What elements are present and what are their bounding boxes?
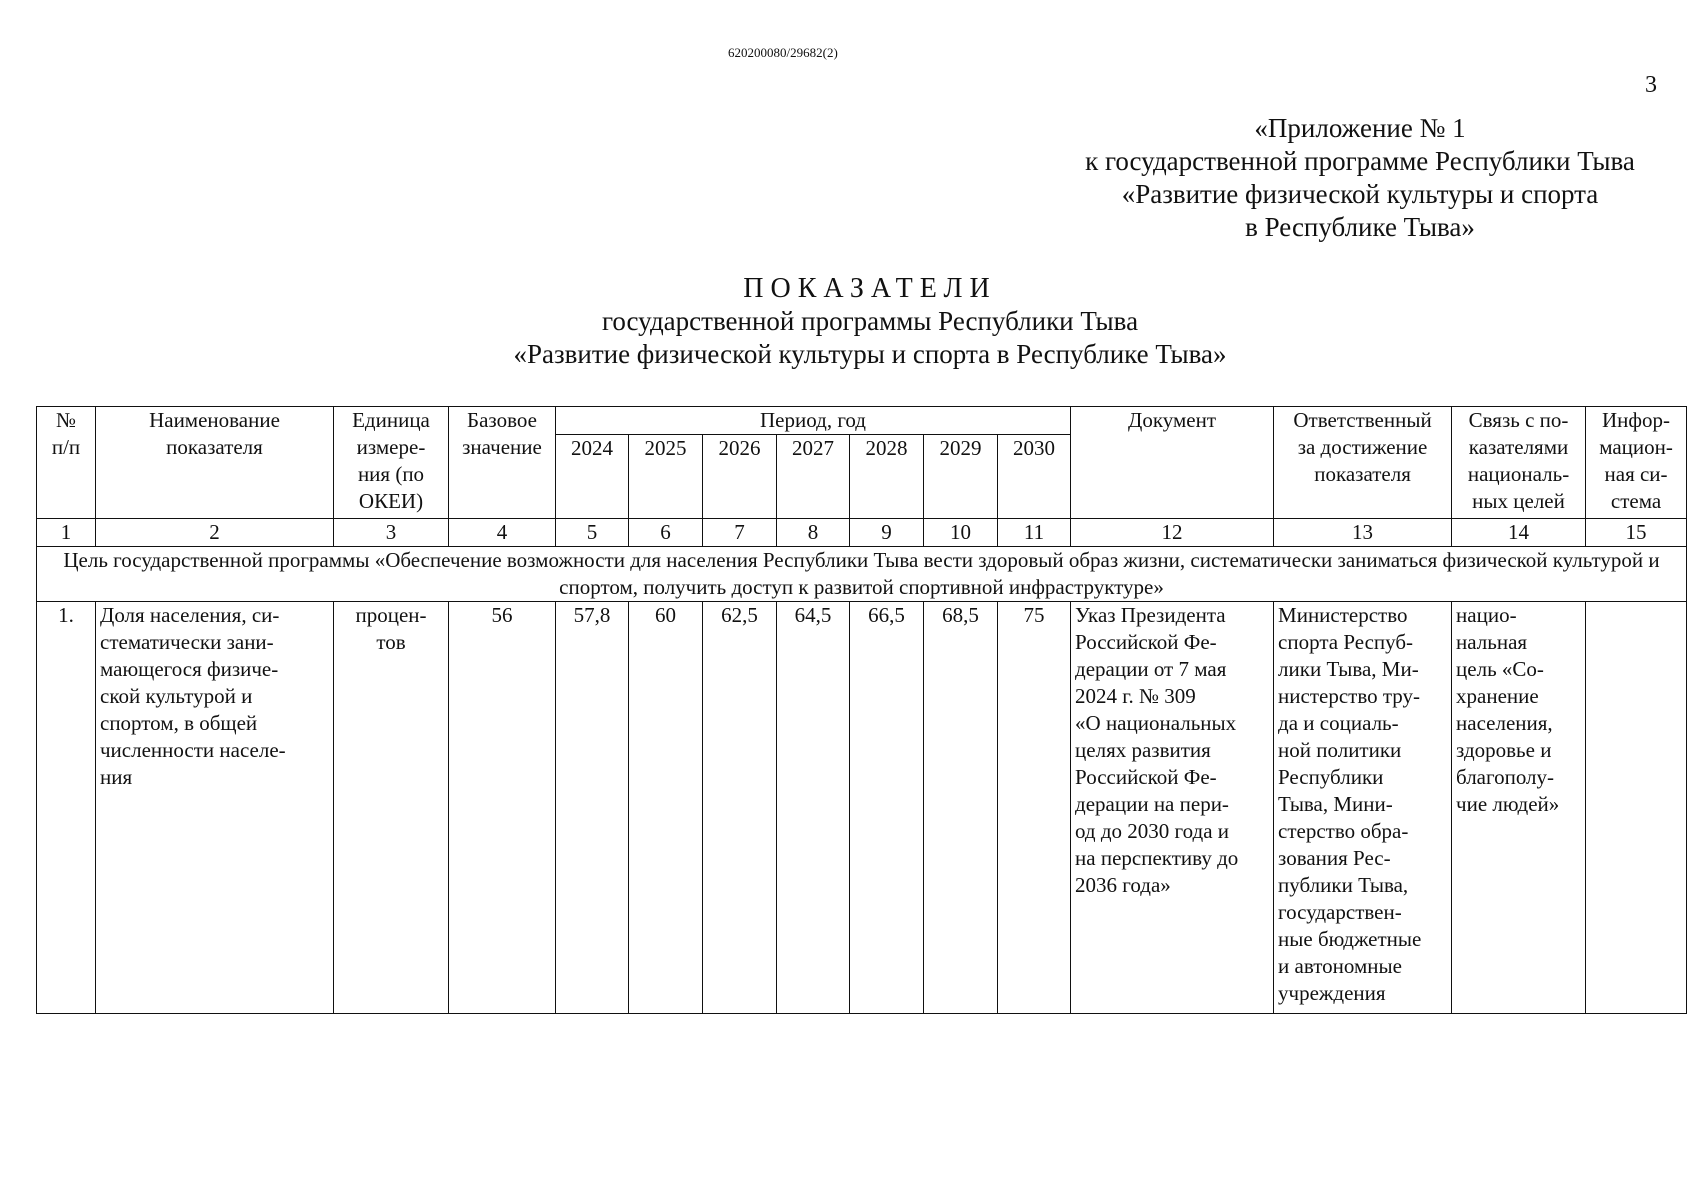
cell-year-value: 68,5 xyxy=(924,602,998,1014)
column-number: 15 xyxy=(1586,519,1687,547)
header-national-goals-link: Связь с по- казателями националь- ных целей xyxy=(1452,407,1586,519)
header-information-system: Инфор- мацион- ная си- стема xyxy=(1586,407,1687,519)
heading-title: ПОКАЗАТЕЛИ xyxy=(743,273,997,304)
appendix-line: к государственной программе Республики Тыва xyxy=(1085,146,1635,176)
header-unit: Единица измере- ния (по ОКЕИ) xyxy=(334,407,449,519)
header-document: Документ xyxy=(1071,407,1274,519)
program-goal: Цель государственной программы «Обеспечение возможности для населения Республики Тыва вести здоровый образ жизни, систематически заниматься физической культурой и спортом, получить доступ к развитой спортивной инфраструктуре» xyxy=(37,547,1687,602)
column-number: 7 xyxy=(703,519,777,547)
cell-information-system xyxy=(1586,602,1687,1014)
header-num: № п/п xyxy=(37,407,96,519)
column-number: 14 xyxy=(1452,519,1586,547)
header-year: 2024 xyxy=(556,435,629,519)
cell-base-value: 56 xyxy=(449,602,556,1014)
column-number: 6 xyxy=(629,519,703,547)
column-number: 1 xyxy=(37,519,96,547)
cell-indicator-name: Доля населения, си- стематически зани- мающегося физиче- ской культурой и спортом, в общей численности населе- ния xyxy=(96,602,334,1014)
appendix-line: в Республике Тыва» xyxy=(1245,212,1475,242)
appendix-line: «Развитие физической культуры и спорта xyxy=(1121,179,1599,209)
cell-unit: процен- тов xyxy=(334,602,449,1014)
cell-year-value: 64,5 xyxy=(777,602,850,1014)
header-name: Наименование показателя xyxy=(96,407,334,519)
program-goal-row xyxy=(37,547,1687,602)
header-base-value: Базовое значение xyxy=(449,407,556,519)
appendix-line: «Приложение № 1 xyxy=(1254,113,1466,143)
column-number: 10 xyxy=(924,519,998,547)
column-number: 8 xyxy=(777,519,850,547)
table-header-row xyxy=(37,407,1687,435)
column-number: 4 xyxy=(449,519,556,547)
header-period: Период, год xyxy=(556,407,1071,435)
column-number: 2 xyxy=(96,519,334,547)
column-number: 5 xyxy=(556,519,629,547)
cell-responsible: Министерство спорта Респуб- лики Тыва, Ми- нистерство тру- да и социаль- ной политики Республики Тыва, Мини- стерство обра- зования Рес- публики Тыва, государствен- ные бюджетные и автономные учреждения xyxy=(1274,602,1452,1014)
cell-year-value: 62,5 xyxy=(703,602,777,1014)
cell-num: 1. xyxy=(37,602,96,1014)
header-year: 2026 xyxy=(703,435,777,519)
header-year: 2028 xyxy=(850,435,924,519)
header-year: 2027 xyxy=(777,435,850,519)
cell-year-value: 57,8 xyxy=(556,602,629,1014)
header-year: 2025 xyxy=(629,435,703,519)
appendix-caption xyxy=(1040,112,1680,244)
column-number: 3 xyxy=(334,519,449,547)
heading-subtitle: государственной программы Республики Тыва xyxy=(601,306,1139,336)
cell-year-value: 60 xyxy=(629,602,703,1014)
column-number: 9 xyxy=(850,519,924,547)
column-number: 11 xyxy=(998,519,1071,547)
header-year: 2029 xyxy=(924,435,998,519)
cell-national-goal-link: нацио- нальная цель «Со- хранение населения, здоровье и благополу- чие людей» xyxy=(1452,602,1586,1014)
heading-program-name: «Развитие физической культуры и спорта в Республике Тыва» xyxy=(513,339,1227,369)
header-responsible: Ответственный за достижение показателя xyxy=(1274,407,1452,519)
column-number: 13 xyxy=(1274,519,1452,547)
header-year: 2030 xyxy=(998,435,1071,519)
table-row xyxy=(37,602,1687,1014)
column-number: 12 xyxy=(1071,519,1274,547)
column-number-row xyxy=(37,519,1687,547)
cell-year-value: 75 xyxy=(998,602,1071,1014)
document-heading xyxy=(450,272,1290,371)
indicators-table xyxy=(36,406,1687,1014)
page-number: 3 xyxy=(1645,72,1657,98)
cell-document: Указ Президента Российской Фе- дерации от 7 мая 2024 г. № 309 «О национальных целях развития Российской Фе- дерации на пери- од до 2030 года и на перспективу до 2036 года» xyxy=(1071,602,1274,1014)
cell-year-value: 66,5 xyxy=(850,602,924,1014)
document-code: 620200080/29682(2) xyxy=(728,45,838,60)
